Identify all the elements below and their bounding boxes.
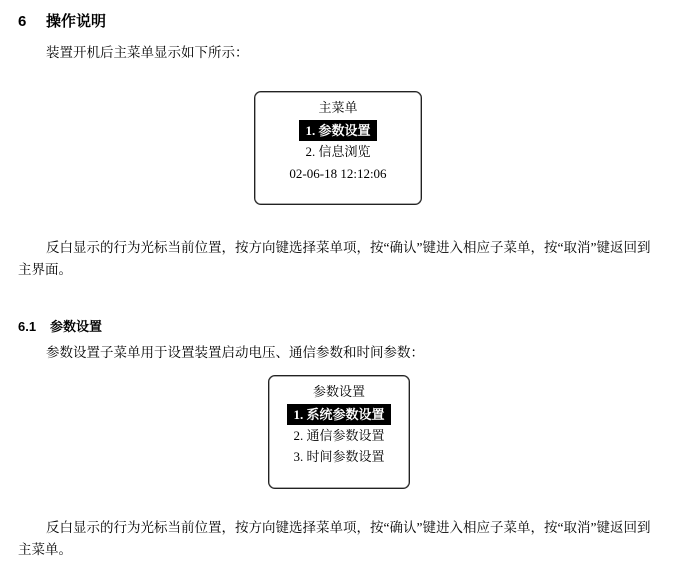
- main-menu-item-1-label: 1. 参数设置: [299, 120, 376, 141]
- parameter-menu-item-1-label: 1. 系统参数设置: [287, 404, 390, 425]
- chapter-heading: [18, 10, 106, 31]
- section-heading: [18, 316, 102, 335]
- parameter-menu-item-1[interactable]: [269, 404, 409, 425]
- main-menu-display: [254, 91, 422, 205]
- parameter-menu-display: [268, 375, 410, 489]
- paragraph-after-parameter-menu: 反白显示的行为光标当前位置，按方向键选择菜单项，按“确认”键进入相应子菜单，按“取消”键返回到主菜单。: [18, 520, 651, 557]
- paragraph-after-main-menu: 反白显示的行为光标当前位置，按方向键选择菜单项，按“确认”键进入相应子菜单，按“取消”键返回到主界面。: [18, 240, 651, 277]
- parameter-menu-title: 参数设置: [312, 384, 365, 399]
- chapter-title: 操作说明: [46, 13, 107, 30]
- main-menu-item-2-label: 2. 信息浏览: [305, 144, 371, 159]
- parameter-menu-item-3-label: 3. 时间参数设置: [293, 449, 385, 464]
- parameter-menu-item-3[interactable]: [269, 446, 409, 467]
- parameter-menu-item-2-label: 2. 通信参数设置: [293, 428, 385, 443]
- main-menu-item-1[interactable]: [255, 120, 421, 141]
- section-intro-paragraph: 参数设置子菜单用于设置装置启动电压、通信参数和时间参数：: [46, 345, 424, 360]
- main-menu-title: 主菜单: [318, 100, 358, 115]
- main-menu-timestamp: 02-06-18 12:12:06: [289, 166, 387, 181]
- parameter-menu-item-2[interactable]: [269, 425, 409, 446]
- section-number: 6.1: [18, 319, 37, 334]
- main-menu-item-2[interactable]: [255, 141, 421, 162]
- intro-paragraph: 装置开机后主菜单显示如下所示：: [46, 45, 249, 60]
- chapter-number: 6: [18, 13, 27, 30]
- section-title: 参数设置: [50, 319, 103, 334]
